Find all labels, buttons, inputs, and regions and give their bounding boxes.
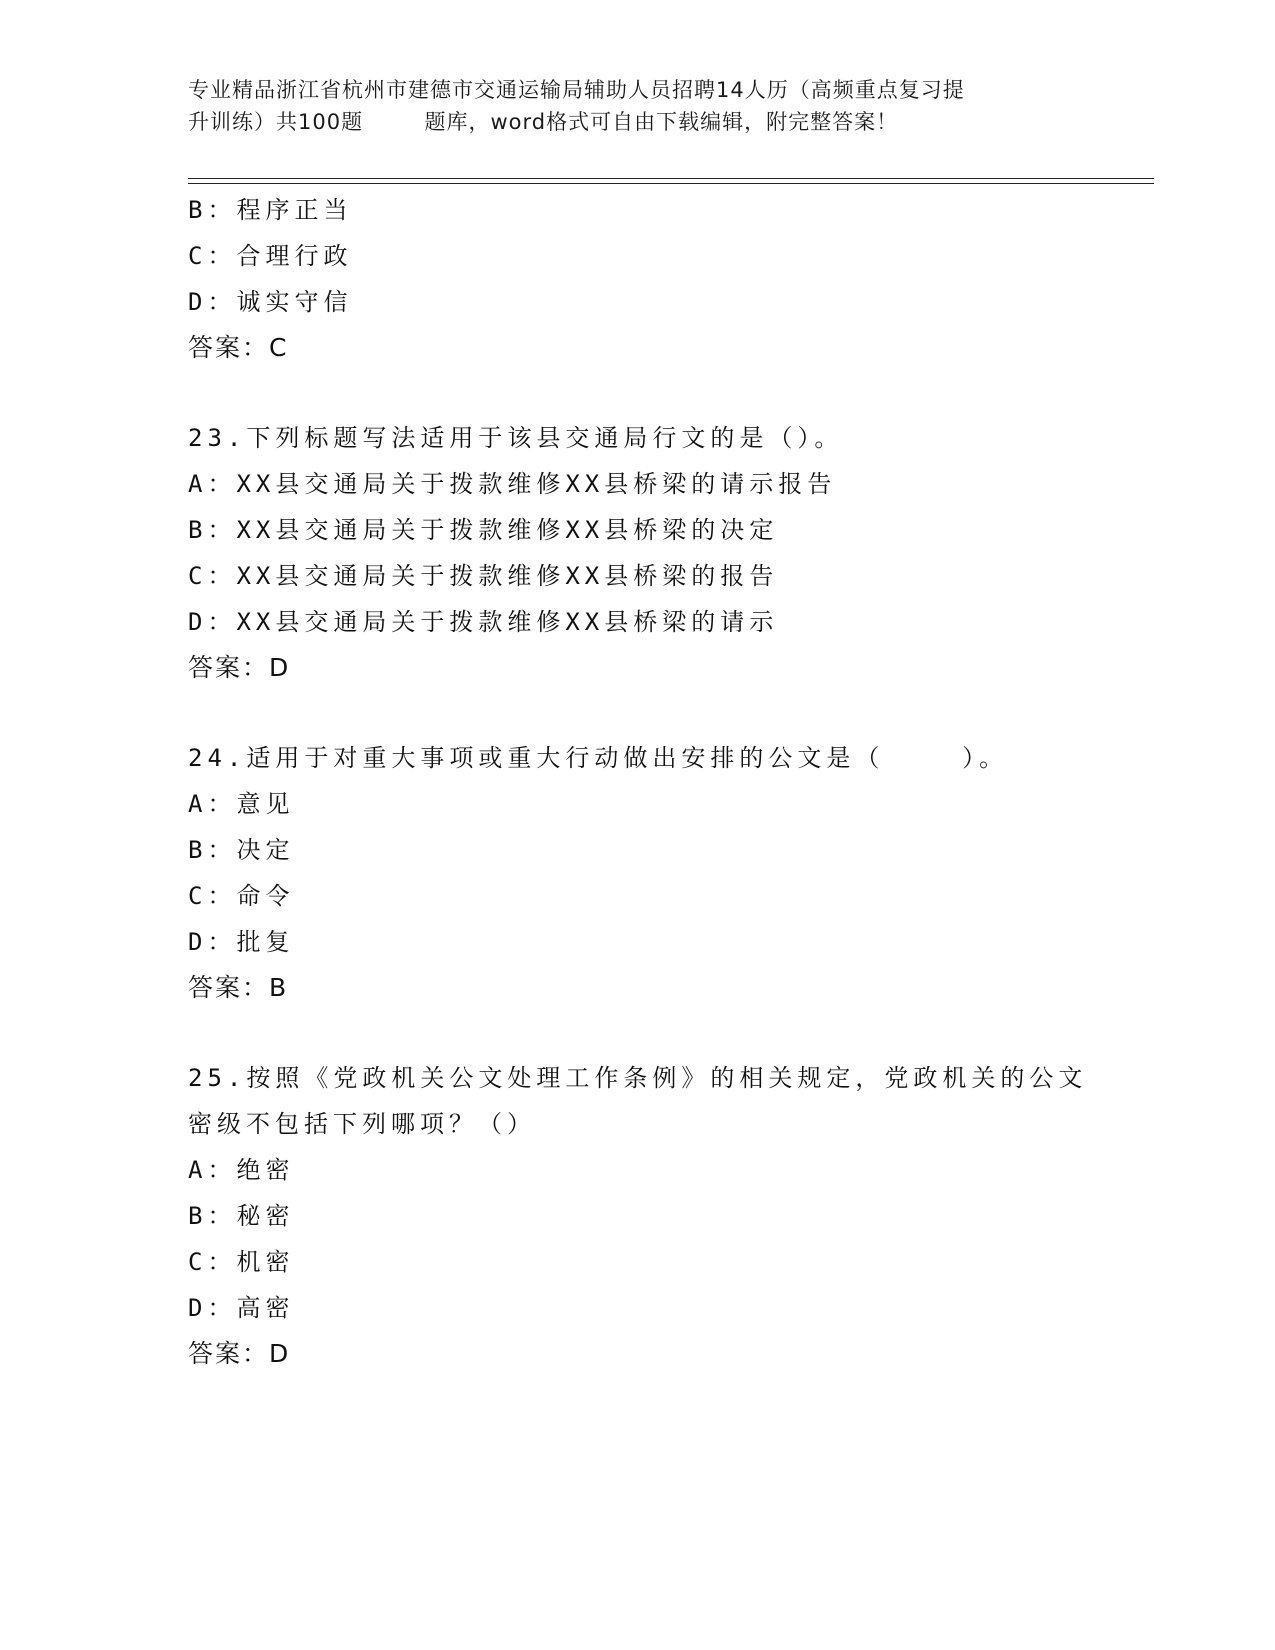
option-b: B：秘密	[188, 1202, 295, 1230]
header-divider-top	[188, 178, 1154, 179]
question-text: 23.下列标题写法适用于该县交通局行文的是（）。	[188, 424, 844, 452]
option-b: B：程序正当	[188, 196, 353, 224]
option-c: C：命令	[188, 882, 295, 910]
question-text-continued: 密级不包括下列哪项？（）	[188, 1110, 536, 1138]
option-a: A：XX县交通局关于拨款维修XX县桥梁的请示报告	[188, 470, 837, 498]
option-c: C：机密	[188, 1248, 295, 1276]
option-a: A：绝密	[188, 1156, 295, 1184]
document-header	[188, 74, 1068, 138]
question-block-25	[188, 1055, 1088, 1377]
header-line-1: 专业精品浙江省杭州市建德市交通运输局辅助人员招聘14人历（高频重点复习提	[188, 78, 965, 102]
question-block-22	[188, 187, 1088, 371]
option-d: D：批复	[188, 928, 295, 956]
option-b: B：XX县交通局关于拨款维修XX县桥梁的决定	[188, 516, 779, 544]
option-d: D：高密	[188, 1294, 295, 1322]
option-a: A：意见	[188, 790, 295, 818]
answer: 答案：D	[188, 653, 291, 682]
option-c: C：XX县交通局关于拨款维修XX县桥梁的报告	[188, 562, 779, 590]
option-b: B：决定	[188, 836, 295, 864]
question-text: 24.适用于对重大事项或重大行动做出安排的公文是（ ）。	[188, 744, 1009, 772]
answer: 答案：C	[188, 333, 289, 362]
option-d: D：XX县交通局关于拨款维修XX县桥梁的请示	[188, 608, 779, 636]
question-block-24	[188, 735, 1088, 1011]
answer: 答案：D	[188, 1339, 291, 1368]
option-d: D：诚实守信	[188, 288, 353, 316]
question-list	[188, 187, 1088, 1377]
answer: 答案：B	[188, 973, 289, 1002]
header-divider-bottom	[188, 183, 1154, 184]
question-text: 25.按照《党政机关公文处理工作条例》的相关规定，党政机关的公文	[188, 1064, 1088, 1092]
option-c: C：合理行政	[188, 242, 353, 270]
question-block-23	[188, 415, 1088, 691]
header-line-2: 升训练）共100题 题库，word格式可自由下载编辑，附完整答案！	[188, 110, 899, 134]
